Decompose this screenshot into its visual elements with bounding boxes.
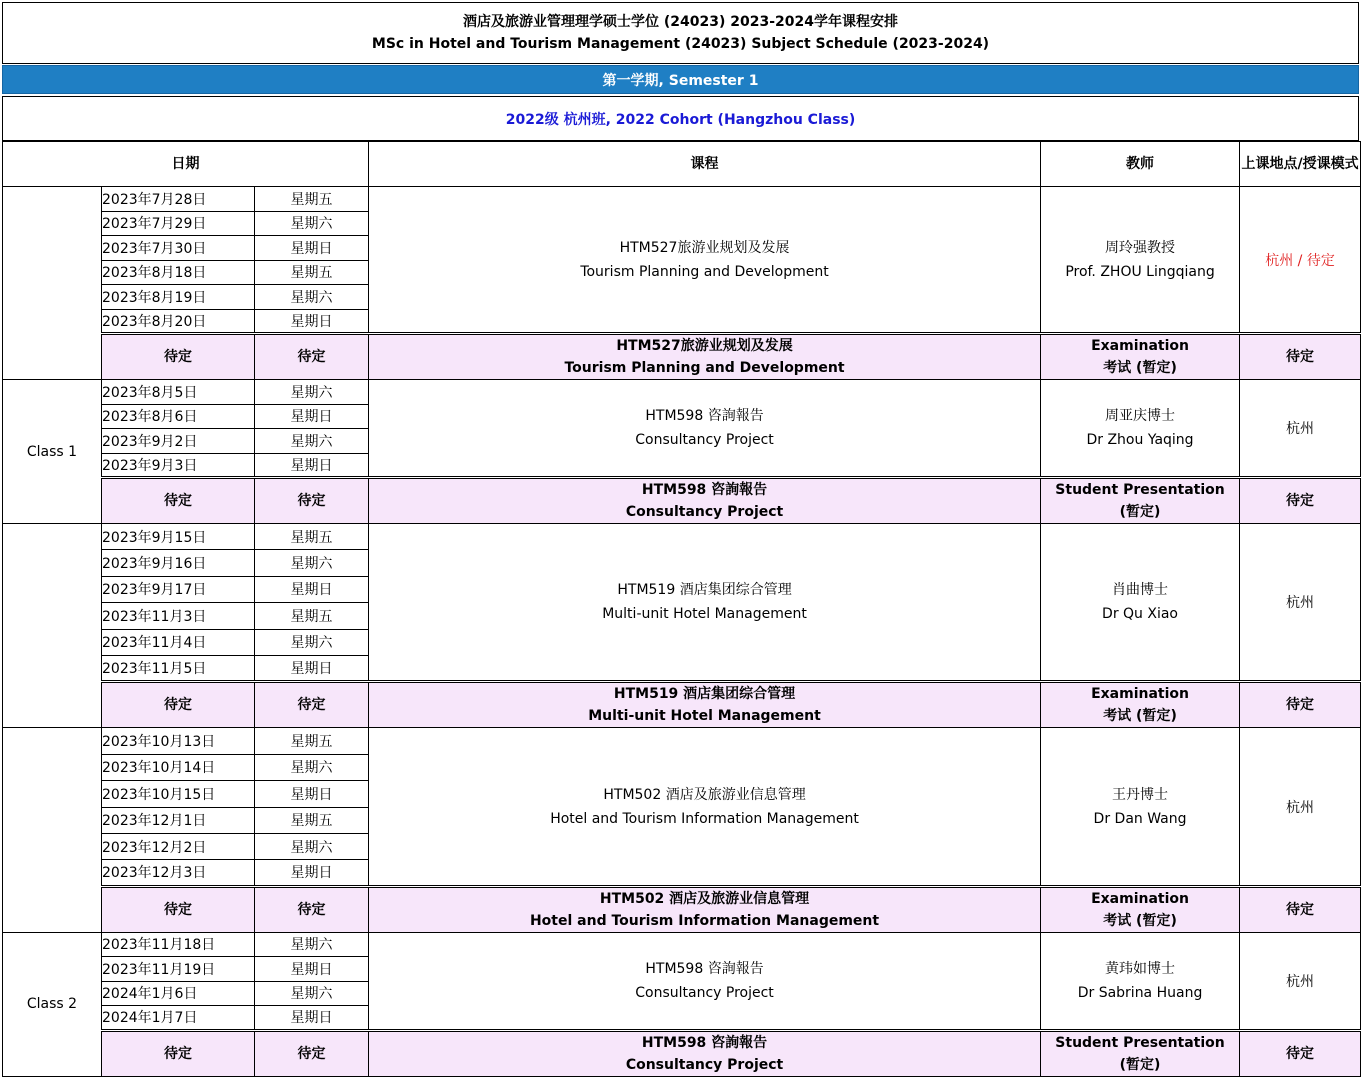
exam-location-cell: 待定 xyxy=(1240,886,1361,932)
date-cell: 2023年8月6日 xyxy=(102,404,255,429)
date-cell: 2023年11月5日 xyxy=(102,655,255,681)
teacher-name-zh: 周亚庆博士 xyxy=(1105,408,1176,424)
date-cell: 2023年7月30日 xyxy=(102,236,255,261)
date-cell: 2023年8月5日 xyxy=(102,380,255,405)
exam-weekday-cell: 待定 xyxy=(255,1030,369,1076)
course-name-zh: HTM502 酒店及旅游业信息管理 xyxy=(603,786,806,803)
course-cell xyxy=(369,932,1041,1030)
weekday-cell: 星期日 xyxy=(255,453,369,478)
course-name-zh: HTM598 咨詢報告 xyxy=(645,408,764,424)
date-cell: 2023年9月2日 xyxy=(102,429,255,454)
location-cell: 杭州 / 待定 xyxy=(1240,187,1361,334)
weekday-cell: 星期六 xyxy=(255,981,369,1006)
exam-weekday-cell: 待定 xyxy=(255,334,369,380)
schedule-table xyxy=(2,141,1361,1077)
exam-course-cell xyxy=(369,682,1041,728)
location-cell: 杭州 xyxy=(1240,380,1361,478)
weekday-cell: 星期五 xyxy=(255,807,369,833)
weekday-cell: 星期日 xyxy=(255,957,369,982)
date-cell: 2024年1月7日 xyxy=(102,1006,255,1031)
course-name-en: Multi-unit Hotel Management xyxy=(602,606,807,623)
weekday-cell: 星期日 xyxy=(255,860,369,886)
weekday-cell: 星期日 xyxy=(255,1006,369,1031)
date-cell: 2023年10月14日 xyxy=(102,754,255,780)
exam-course-en: Consultancy Project xyxy=(625,1056,784,1073)
cohort-label: 2022级 杭州班, 2022 Cohort (Hangzhou Class) xyxy=(505,111,856,128)
exam-type-cell xyxy=(1041,1030,1240,1076)
exam-type-cell xyxy=(1041,334,1240,380)
weekday-cell: 星期日 xyxy=(255,781,369,807)
date-cell: 2023年8月20日 xyxy=(102,309,255,334)
exam-location-cell: 待定 xyxy=(1240,1030,1361,1076)
class-label xyxy=(3,728,102,932)
exam-type-line2: (暂定) xyxy=(1119,504,1161,520)
weekday-cell: 星期六 xyxy=(255,754,369,780)
date-cell: 2023年11月19日 xyxy=(102,957,255,982)
exam-weekday-cell: 待定 xyxy=(255,886,369,932)
exam-course-zh: HTM519 酒店集团综合管理 xyxy=(613,686,796,703)
location-cell: 杭州 xyxy=(1240,524,1361,682)
teacher-name-en: Prof. ZHOU Lingqiang xyxy=(1065,263,1215,280)
course-name-en: Consultancy Project xyxy=(635,984,774,1001)
col-header-teacher: 教师 xyxy=(1041,142,1240,187)
exam-type-cell xyxy=(1041,682,1240,728)
exam-type-line2: 考试 (暂定) xyxy=(1103,360,1177,376)
document-header xyxy=(2,2,1359,64)
title-en: MSc in Hotel and Tourism Management (24023) Subject Schedule (2023-2024) xyxy=(371,36,990,52)
teacher-name-zh: 肖曲博士 xyxy=(1112,582,1169,599)
exam-location-cell: 待定 xyxy=(1240,682,1361,728)
course-name-en: Hotel and Tourism Information Management xyxy=(550,810,859,827)
teacher-cell xyxy=(1041,187,1240,334)
col-header-course: 课程 xyxy=(369,142,1041,187)
weekday-cell: 星期六 xyxy=(255,380,369,405)
teacher-name-en: Dr Zhou Yaqing xyxy=(1086,432,1194,448)
date-row xyxy=(3,187,1361,212)
teacher-name-zh: 黄玮如博士 xyxy=(1105,960,1176,977)
weekday-cell: 星期六 xyxy=(255,429,369,454)
date-cell: 2023年12月1日 xyxy=(102,807,255,833)
exam-type-line1: Examination xyxy=(1091,338,1189,354)
exam-date-cell: 待定 xyxy=(102,1030,255,1076)
exam-course-en: Tourism Planning and Development xyxy=(564,360,845,376)
exam-course-zh: HTM598 咨詢報告 xyxy=(641,482,768,498)
exam-date-cell: 待定 xyxy=(102,682,255,728)
exam-course-en: Consultancy Project xyxy=(625,504,784,520)
exam-type-line1: Examination xyxy=(1091,890,1189,907)
class-label xyxy=(3,524,102,728)
exam-location-cell: 待定 xyxy=(1240,478,1361,524)
weekday-cell: 星期日 xyxy=(255,655,369,681)
exam-course-zh: HTM598 咨詢報告 xyxy=(641,1034,768,1051)
exam-type-line1: Student Presentation xyxy=(1055,482,1225,498)
exam-course-zh: HTM527旅游业规划及发展 xyxy=(616,338,793,354)
exam-row xyxy=(3,334,1361,380)
weekday-cell: 星期五 xyxy=(255,524,369,550)
date-cell: 2023年9月3日 xyxy=(102,453,255,478)
date-cell: 2023年7月28日 xyxy=(102,187,255,212)
course-name-en: Tourism Planning and Development xyxy=(580,263,829,280)
exam-type-cell xyxy=(1041,478,1240,524)
date-row xyxy=(3,728,1361,754)
weekday-cell: 星期五 xyxy=(255,603,369,629)
exam-type-cell xyxy=(1041,886,1240,932)
weekday-cell: 星期五 xyxy=(255,187,369,212)
exam-date-cell: 待定 xyxy=(102,334,255,380)
weekday-cell: 星期五 xyxy=(255,728,369,754)
teacher-cell xyxy=(1041,524,1240,682)
weekday-cell: 星期六 xyxy=(255,932,369,957)
cohort-banner xyxy=(2,96,1359,141)
exam-course-cell xyxy=(369,886,1041,932)
teacher-name-en: Dr Sabrina Huang xyxy=(1077,984,1203,1001)
date-row xyxy=(3,380,1361,405)
date-cell: 2023年10月13日 xyxy=(102,728,255,754)
exam-course-cell xyxy=(369,334,1041,380)
teacher-name-en: Dr Dan Wang xyxy=(1093,810,1187,827)
weekday-cell: 星期六 xyxy=(255,211,369,236)
date-cell: 2023年8月18日 xyxy=(102,260,255,285)
course-cell xyxy=(369,380,1041,478)
weekday-cell: 星期日 xyxy=(255,576,369,602)
weekday-cell: 星期六 xyxy=(255,629,369,655)
location-cell: 杭州 xyxy=(1240,728,1361,886)
course-name-zh: HTM519 酒店集团综合管理 xyxy=(617,582,792,599)
date-cell: 2023年7月29日 xyxy=(102,211,255,236)
title-zh: 酒店及旅游业管理理学硕士学位 (24023) 2023-2024学年课程安排 xyxy=(463,14,898,30)
exam-type-line2: 考试 (暂定) xyxy=(1103,912,1177,929)
exam-type-line2: (暂定) xyxy=(1119,1056,1161,1073)
date-row xyxy=(3,524,1361,550)
location-cell: 杭州 xyxy=(1240,932,1361,1030)
exam-type-line2: 考试 (暂定) xyxy=(1103,708,1177,725)
date-cell: 2023年8月19日 xyxy=(102,285,255,310)
col-header-date: 日期 xyxy=(3,142,369,187)
date-cell: 2024年1月6日 xyxy=(102,981,255,1006)
class-label xyxy=(3,187,102,380)
date-cell: 2023年10月15日 xyxy=(102,781,255,807)
semester-banner xyxy=(2,65,1359,94)
col-header-location: 上课地点/授课模式 xyxy=(1240,142,1361,187)
exam-course-cell xyxy=(369,478,1041,524)
exam-row xyxy=(3,478,1361,524)
date-row xyxy=(3,932,1361,957)
exam-row xyxy=(3,886,1361,932)
weekday-cell: 星期日 xyxy=(255,236,369,261)
teacher-cell xyxy=(1041,728,1240,886)
date-cell: 2023年9月15日 xyxy=(102,524,255,550)
exam-type-line1: Examination xyxy=(1091,686,1189,703)
teacher-name-zh: 周玲强教授 xyxy=(1105,239,1176,256)
teacher-name-en: Dr Qu Xiao xyxy=(1102,606,1179,623)
exam-course-zh: HTM502 酒店及旅游业信息管理 xyxy=(599,890,810,907)
weekday-cell: 星期五 xyxy=(255,260,369,285)
course-name-zh: HTM598 咨詢報告 xyxy=(645,960,764,977)
date-cell: 2023年12月2日 xyxy=(102,833,255,859)
exam-type-line1: Student Presentation xyxy=(1055,1034,1225,1051)
course-name-zh: HTM527旅游业规划及发展 xyxy=(619,239,790,256)
date-cell: 2023年11月4日 xyxy=(102,629,255,655)
exam-course-en: Multi-unit Hotel Management xyxy=(588,708,821,725)
schedule-body xyxy=(3,187,1361,1077)
exam-course-cell xyxy=(369,1030,1041,1076)
exam-weekday-cell: 待定 xyxy=(255,682,369,728)
weekday-cell: 星期六 xyxy=(255,285,369,310)
class-label: Class 1 xyxy=(3,380,102,524)
date-cell: 2023年11月18日 xyxy=(102,932,255,957)
course-cell xyxy=(369,187,1041,334)
header-row xyxy=(3,142,1361,187)
course-cell xyxy=(369,524,1041,682)
course-cell xyxy=(369,728,1041,886)
teacher-cell xyxy=(1041,380,1240,478)
course-name-en: Consultancy Project xyxy=(635,432,774,448)
exam-location-cell: 待定 xyxy=(1240,334,1361,380)
exam-date-cell: 待定 xyxy=(102,886,255,932)
class-label: Class 2 xyxy=(3,932,102,1076)
date-cell: 2023年9月17日 xyxy=(102,576,255,602)
exam-weekday-cell: 待定 xyxy=(255,478,369,524)
date-cell: 2023年11月3日 xyxy=(102,603,255,629)
semester-label: 第一学期, Semester 1 xyxy=(602,72,759,89)
exam-course-en: Hotel and Tourism Information Management xyxy=(529,912,880,929)
weekday-cell: 星期日 xyxy=(255,309,369,334)
weekday-cell: 星期日 xyxy=(255,404,369,429)
date-cell: 2023年12月3日 xyxy=(102,860,255,886)
weekday-cell: 星期六 xyxy=(255,833,369,859)
teacher-name-zh: 王丹博士 xyxy=(1112,786,1169,803)
weekday-cell: 星期六 xyxy=(255,550,369,576)
teacher-cell xyxy=(1041,932,1240,1030)
exam-row xyxy=(3,682,1361,728)
exam-row xyxy=(3,1030,1361,1076)
date-cell: 2023年9月16日 xyxy=(102,550,255,576)
exam-date-cell: 待定 xyxy=(102,478,255,524)
